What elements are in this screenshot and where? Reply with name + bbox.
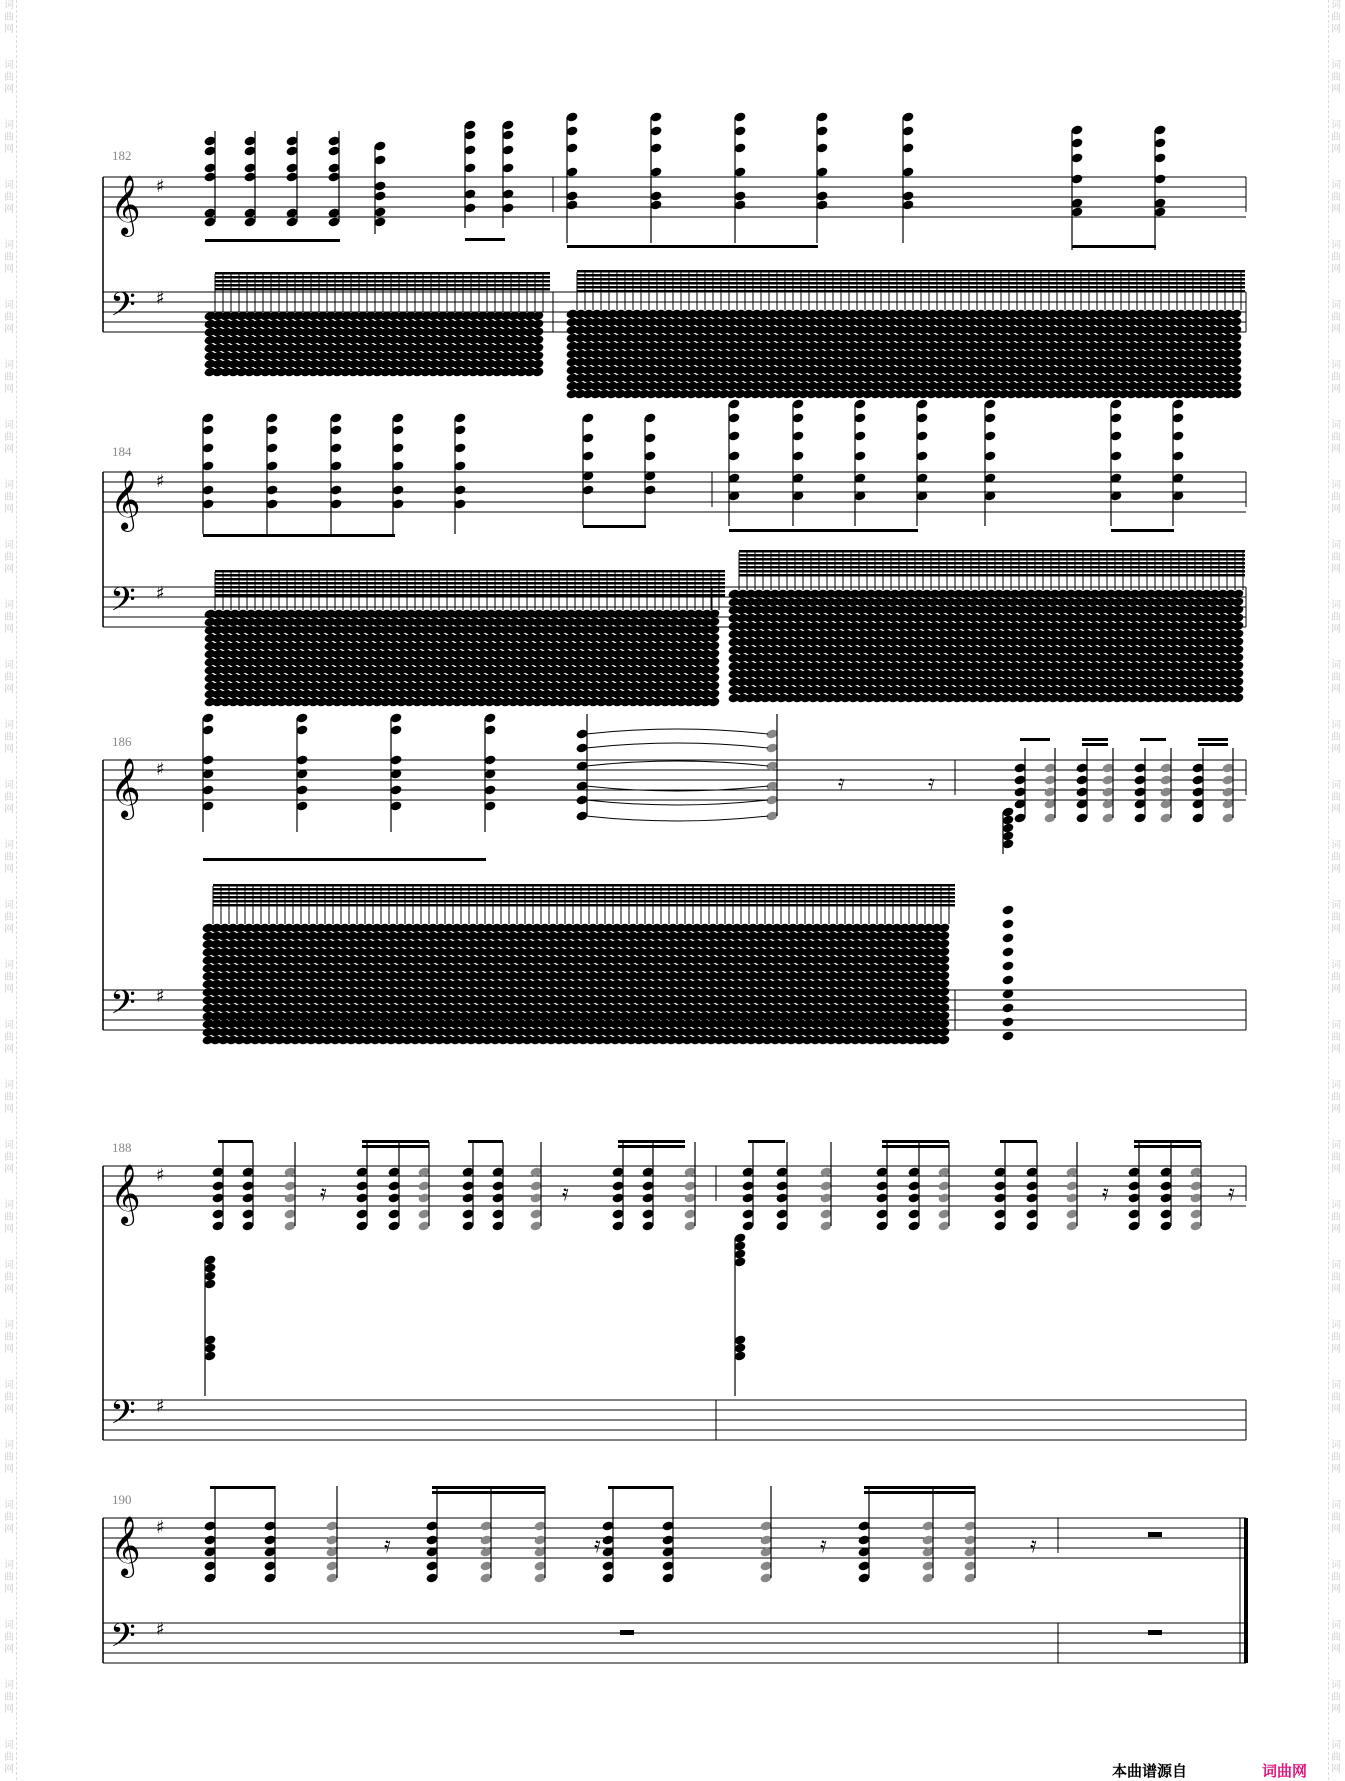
tie [586, 761, 768, 766]
beam [205, 239, 340, 242]
bass-run-beam [215, 594, 725, 597]
beam [729, 529, 918, 532]
beam [1111, 529, 1174, 532]
bass-run-beam [577, 270, 1245, 273]
beam [203, 858, 486, 861]
bass-run-beam [215, 280, 550, 283]
right-side-watermark: 词 曲 网 词 曲 网 词 曲 网 词 曲 网 词 曲 网 词 曲 网 词 曲 网 词 曲 网 词 曲 网 词 曲 网 词 曲 网 词 曲 网 词 曲 网 词 曲 网 词 曲 网 词 曲 网 词 曲 网 词 曲 网 词 曲 网 词 曲 网 词 曲 网 词 曲 网 词 曲 网 词 曲 网 词 曲 网 词 曲 网 词 曲 网 词 曲 网 词 曲 网 词 曲 网 [1328, 0, 1343, 1780]
system-190 [112, 1492, 132, 1507]
bass-run-beam [739, 558, 1245, 561]
measure-number: 184 [112, 444, 132, 459]
note-head [707, 696, 720, 707]
beam [1082, 738, 1108, 741]
system-184 [112, 444, 132, 459]
bass-run-beam [739, 570, 1245, 573]
bass-run-beam [215, 578, 725, 581]
beam [203, 534, 395, 537]
tie [586, 729, 768, 734]
beam [583, 525, 646, 528]
bass-clef: 𝄢 [110, 286, 136, 332]
system-186 [112, 734, 132, 749]
system-188 [112, 1140, 132, 1155]
bass-run-beam [215, 288, 550, 291]
key-signature-sharp: ♯ [156, 986, 165, 1007]
treble-clef: 𝄞 [110, 758, 141, 820]
notation-layer [103, 111, 1246, 1663]
rest: 𝄿 [838, 771, 845, 796]
rest: 𝄿 [928, 771, 935, 796]
measure-number: 190 [112, 1492, 132, 1507]
tie [586, 800, 768, 805]
beam [567, 245, 818, 248]
treble-clef: 𝄞 [110, 470, 141, 532]
key-signature-sharp: ♯ [156, 288, 165, 309]
bass-run-beam [215, 284, 550, 287]
key-signature-sharp: ♯ [156, 471, 165, 492]
measure-number: 188 [112, 1140, 132, 1155]
bass-clef: 𝄢 [110, 581, 136, 627]
key-signature-sharp: ♯ [156, 176, 165, 197]
note-head [1231, 692, 1244, 703]
tie [586, 743, 768, 748]
note-head [531, 366, 544, 377]
beam [1198, 743, 1228, 746]
bass-run-beam [577, 274, 1245, 277]
key-signature-sharp: ♯ [156, 583, 165, 604]
measure-number: 182 [112, 148, 132, 163]
beam [1072, 245, 1156, 248]
bass-run-beam [215, 272, 550, 275]
bass-run-beam [215, 582, 725, 585]
system-182 [112, 148, 132, 163]
bass-run-beam [215, 570, 725, 573]
bass-run-beam [577, 282, 1245, 285]
key-signature-sharp: ♯ [156, 759, 165, 780]
bass-run-beam [739, 554, 1245, 557]
left-side-watermark: 词 曲 网 词 曲 网 词 曲 网 词 曲 网 词 曲 网 词 曲 网 词 曲 网 词 曲 网 词 曲 网 词 曲 网 词 曲 网 词 曲 网 词 曲 网 词 曲 网 词 曲 网 词 曲 网 词 曲 网 词 曲 网 词 曲 网 词 曲 网 词 曲 网 词 曲 网 词 曲 网 词 曲 网 词 曲 网 词 曲 网 词 曲 网 词 曲 网 词 曲 网 词 曲 网 [2, 0, 17, 1780]
bass-run-beam [215, 276, 550, 279]
bass-run-beam [215, 574, 725, 577]
beam [1082, 743, 1108, 746]
bass-run-beam [739, 550, 1245, 553]
measure-number: 186 [112, 734, 132, 749]
beam [1020, 738, 1050, 741]
bass-run-beam [739, 574, 1245, 577]
bass-run-beam [739, 562, 1245, 565]
bass-run-beam [577, 278, 1245, 281]
tie [586, 816, 768, 821]
bass-run-beam [739, 566, 1245, 569]
beam [1140, 738, 1166, 741]
bass-run-beam [577, 290, 1245, 293]
bass-clef: 𝄢 [110, 984, 136, 1030]
bass-run-beam [215, 586, 725, 589]
bass-run-beam [215, 590, 725, 593]
note-head [1229, 388, 1242, 399]
beam [465, 238, 505, 241]
bass-run-beam [577, 286, 1245, 289]
treble-clef: 𝄞 [110, 175, 141, 237]
beam [1198, 738, 1228, 741]
